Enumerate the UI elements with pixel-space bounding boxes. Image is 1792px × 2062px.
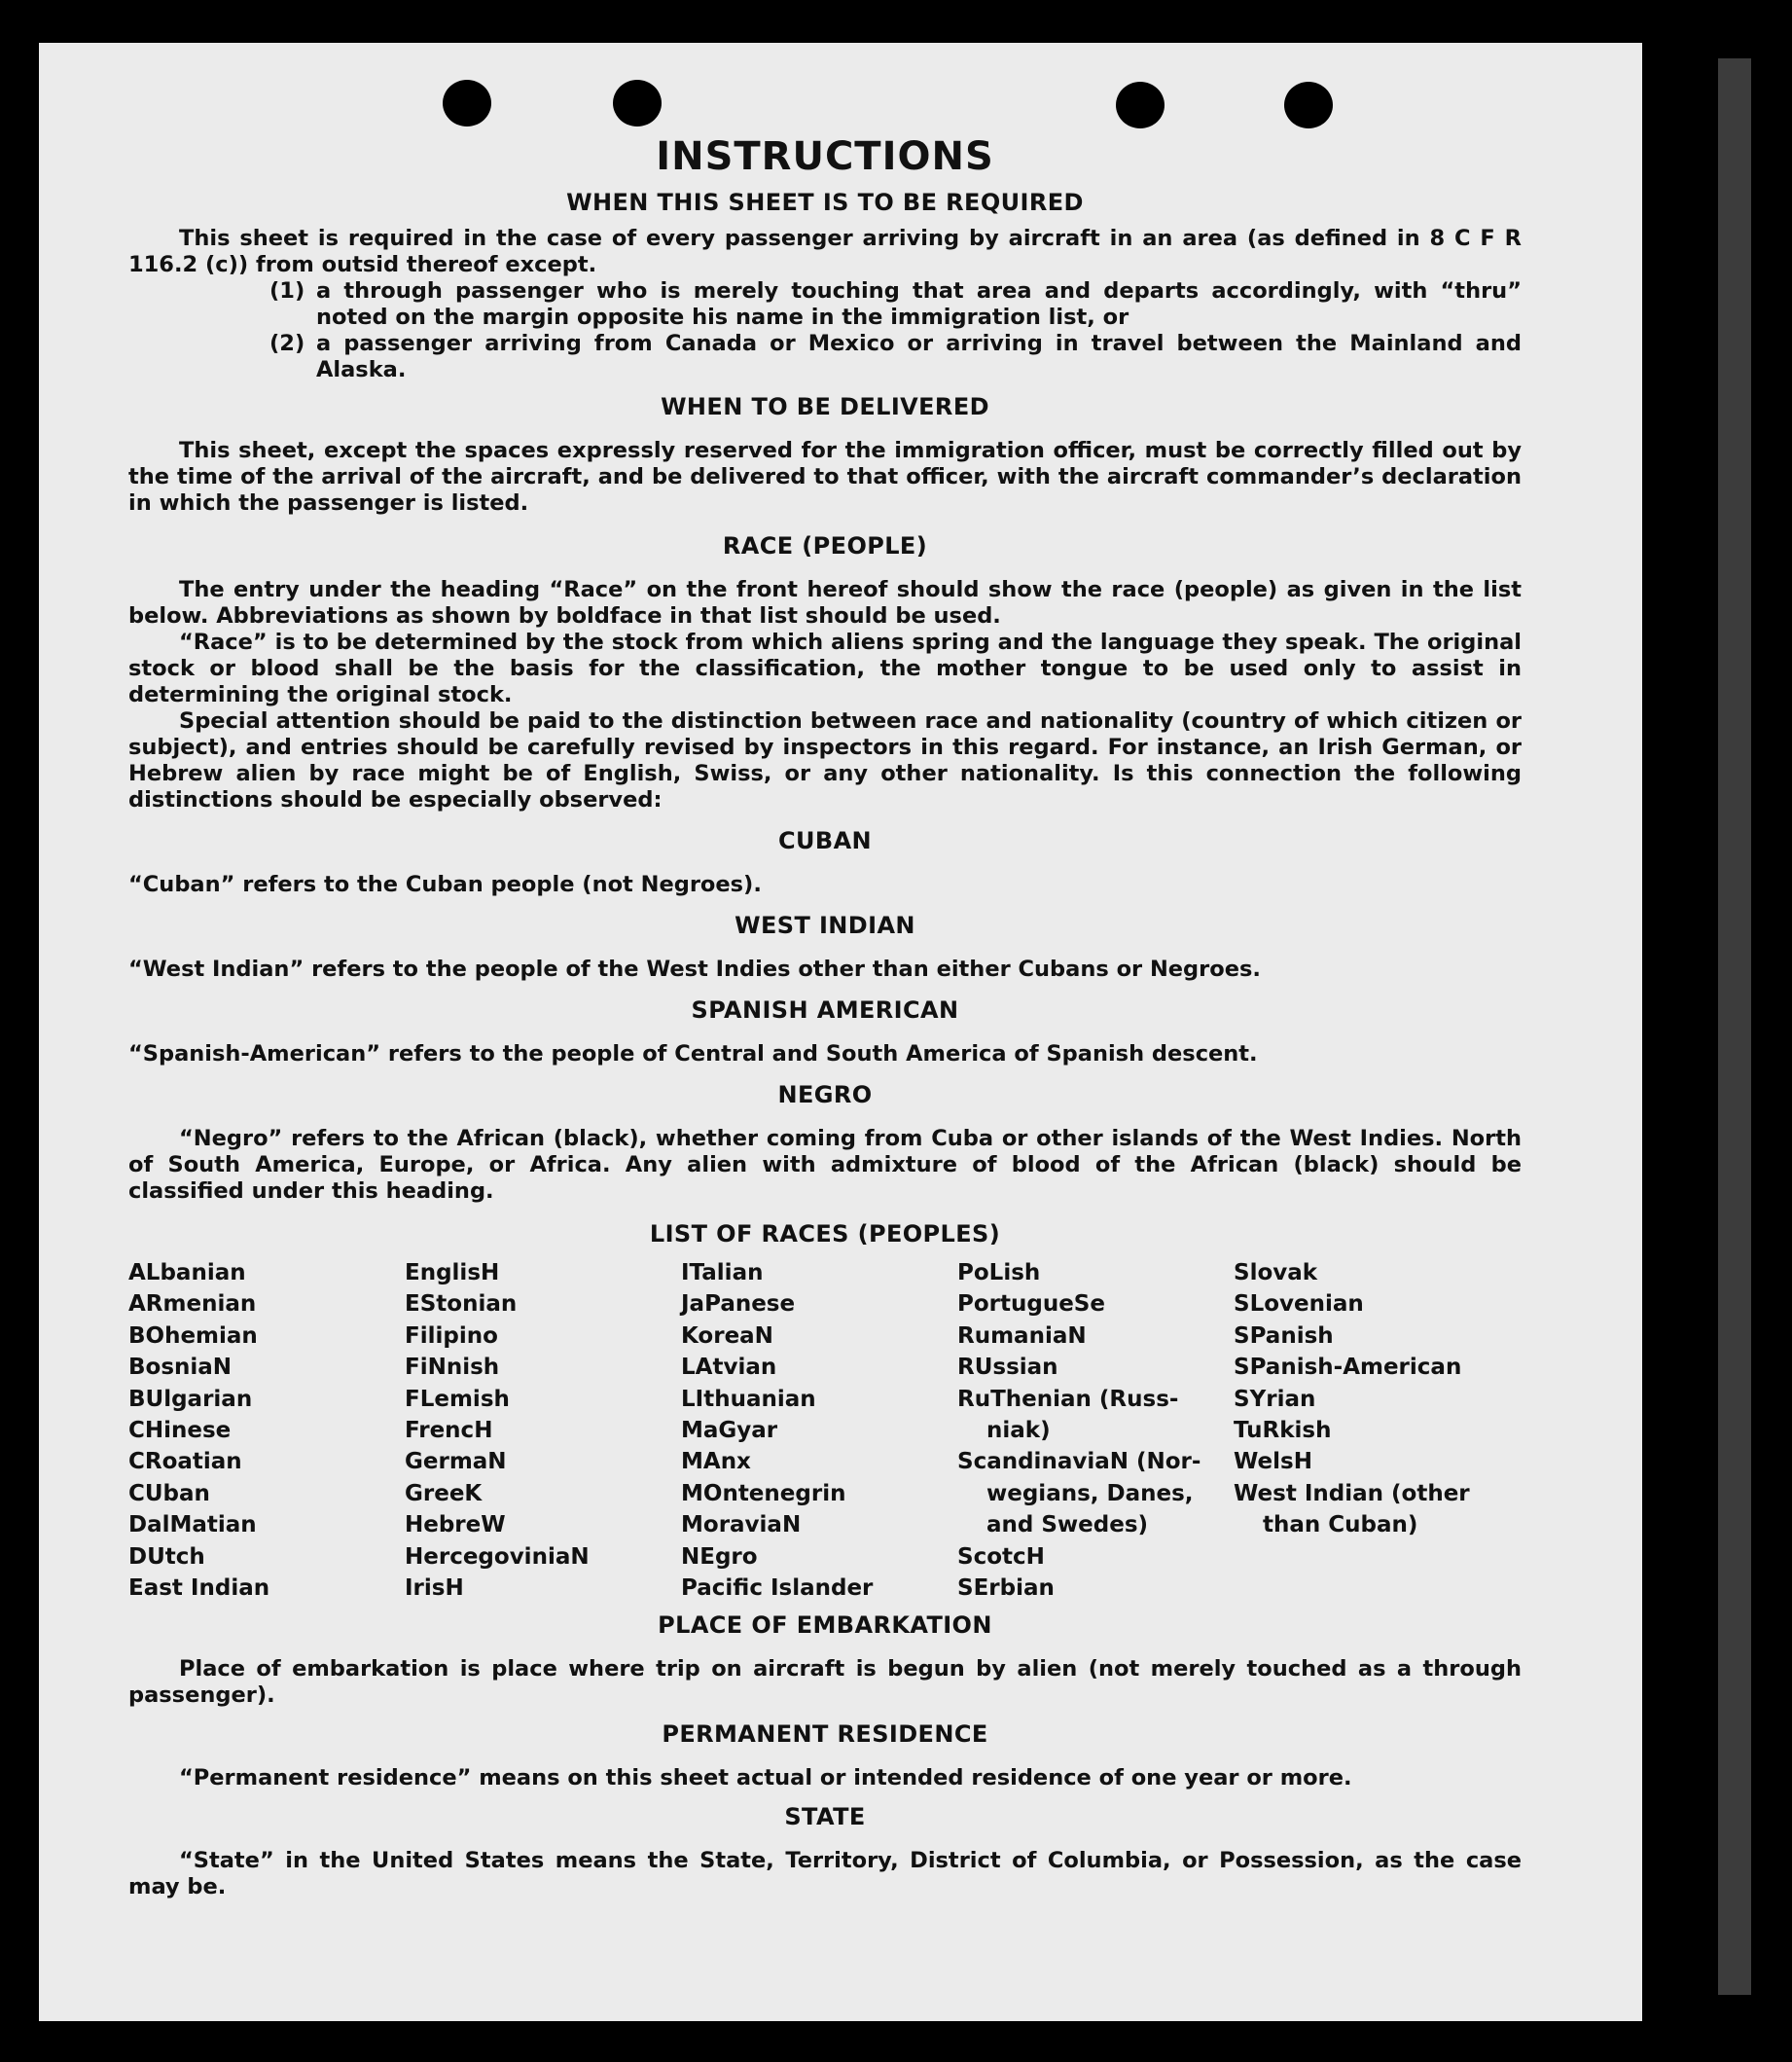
race-entry: WelsH: [1234, 1449, 1312, 1475]
race-entry: DalMatian: [128, 1512, 257, 1538]
race-entry: East Indian: [128, 1575, 270, 1602]
race-entry: and Swedes): [986, 1512, 1149, 1538]
exception-list: [128, 278, 1522, 383]
races-column: [1234, 1257, 1510, 1604]
item-text: a through passenger who is merely touching that area and departs accordingly, with “thru” noted on the margin opposite his name in the immigration list, or: [316, 278, 1522, 330]
section-heading: WHEN THIS SHEET IS TO BE REQUIRED: [566, 189, 1084, 216]
paragraph: “Permanent residence” means on this sheet actual or intended residence of one year or more.: [179, 1765, 1352, 1791]
race-entry: HercegoviniaN: [405, 1543, 590, 1570]
section-heading: STATE: [784, 1803, 866, 1831]
race-entry: BosniaN: [128, 1355, 233, 1381]
race-entry: TuRkish: [1234, 1418, 1332, 1444]
race-entry: BOhemian: [128, 1322, 258, 1349]
race-entry: MAnx: [681, 1449, 751, 1475]
section-heading: PERMANENT RESIDENCE: [662, 1720, 988, 1749]
race-entry: SLovenian: [1234, 1291, 1364, 1318]
paragraph: “Negro” refers to the African (black), whether coming from Cuba or other islands of the West Indies. North of South America, Europe, or Africa. Any alien with admixture of blood of the African (black) should be classified under this heading.: [128, 1126, 1522, 1204]
race-entry: ARmenian: [128, 1291, 257, 1318]
section-heading: NEGRO: [777, 1081, 873, 1108]
race-entry: West Indian (other: [1234, 1480, 1470, 1506]
section-heading: CUBAN: [777, 827, 873, 854]
race-entry: RumaniaN: [957, 1322, 1087, 1349]
race-entry: ALbanian: [128, 1260, 246, 1285]
race-entry: EStonian: [405, 1291, 518, 1318]
race-entry: CHinese: [128, 1418, 232, 1444]
races-column: [128, 1257, 405, 1604]
race-entry: ScandinaviaN (Nor-: [957, 1449, 1201, 1475]
item-number: (1): [269, 278, 305, 304]
race-entry: KoreaN: [681, 1322, 773, 1349]
races-column: [405, 1257, 681, 1604]
race-entry: JaPanese: [681, 1291, 796, 1318]
race-entry: niak): [986, 1418, 1051, 1444]
race-entry: LIthuanian: [681, 1386, 816, 1412]
race-entry: RUssian: [957, 1355, 1058, 1381]
race-entry: IrisH: [405, 1575, 464, 1602]
race-entry: than Cuban): [1263, 1512, 1418, 1538]
item-number: (2): [269, 331, 305, 356]
race-entry: SYrian: [1234, 1386, 1316, 1412]
paragraph: “Race” is to be determined by the stock from which aliens spring and the language they speak. The original stock or blood shall be the basis for the classification, the mother tongue to be used only to assist in determining the original stock.: [128, 630, 1522, 707]
race-entry: CRoatian: [128, 1449, 242, 1475]
race-entry: MoraviaN: [681, 1512, 802, 1538]
race-entry: FiNnish: [405, 1355, 500, 1381]
race-entry: Filipino: [405, 1322, 498, 1349]
list-item: [269, 278, 1522, 331]
race-entry: LAtvian: [681, 1355, 777, 1381]
paragraph: Place of embarkation is place where trip on aircraft is begun by alien (not merely touched as a through passenger).: [128, 1656, 1522, 1709]
race-entry: SPanish: [1234, 1322, 1334, 1349]
race-entry: HebreW: [405, 1512, 506, 1538]
race-entry: CUban: [128, 1480, 210, 1506]
document-content: [128, 97, 1522, 1900]
race-entry: wegians, Danes,: [986, 1480, 1194, 1506]
races-heading: LIST OF RACES (PEOPLES): [649, 1220, 1001, 1248]
race-entry: SErbian: [957, 1575, 1055, 1602]
race-entry: MaGyar: [681, 1418, 778, 1444]
race-entry: NEgro: [681, 1543, 758, 1570]
race-entry: FrencH: [405, 1418, 493, 1444]
section-heading: PLACE OF EMBARKATION: [658, 1611, 992, 1640]
race-entry: EnglisH: [405, 1260, 500, 1285]
paragraph: This sheet, except the spaces expressly reserved for the immigration officer, must be correctly filled out by the time of the arrival of the aircraft, and be delivered to that officer, with the aircraft commander’s declaration in which the passenger is listed.: [128, 438, 1522, 516]
section-heading: RACE (PEOPLE): [722, 532, 928, 560]
paragraph: “Cuban” refers to the Cuban people (not Negroes).: [128, 872, 762, 897]
race-entry: ScotcH: [957, 1543, 1045, 1570]
race-entry: SPanish-American: [1234, 1355, 1462, 1381]
race-entry: FLemish: [405, 1386, 510, 1412]
paragraph: “West Indian” refers to the people of the West Indies other than either Cubans or Negroes.: [128, 957, 1261, 982]
section-heading: SPANISH AMERICAN: [691, 996, 959, 1024]
item-text: a passenger arriving from Canada or Mexico or arriving in travel between the Mainland and Alaska.: [316, 331, 1522, 382]
paragraph: “State” in the United States means the State, Territory, District of Columbia, or Possession, as the case may be.: [128, 1848, 1522, 1900]
paragraph: “Spanish-American” refers to the people of Central and South America of Spanish descent.: [128, 1041, 1258, 1067]
race-entry: Pacific Islander: [681, 1575, 874, 1602]
paragraph: This sheet is required in the case of every passenger arriving by aircraft in an area (as defined in 8 C F R 116.2 (c)) from outsid thereof except.: [128, 226, 1522, 277]
race-entry: PoLish: [957, 1260, 1041, 1285]
race-entry: Slovak: [1234, 1260, 1318, 1285]
race-entry: DUtch: [128, 1543, 205, 1570]
paragraph: Special attention should be paid to the distinction between race and nationality (country of which citizen or subject), and entries should be carefully revised by inspectors in this regard. For instance, an Irish German, or Hebrew alien by race might be of English, Swiss, or any other nationality. Is this connection the following distinctions should be especially observed:: [128, 708, 1522, 813]
race-entry: GreeK: [405, 1480, 483, 1506]
race-entry: MOntenegrin: [681, 1480, 846, 1506]
races-column: [957, 1257, 1234, 1604]
scan-edge: [1718, 58, 1751, 1995]
race-entry: RuThenian (Russ-: [957, 1386, 1179, 1412]
page-title: INSTRUCTIONS: [656, 134, 994, 179]
race-entry: GermaN: [405, 1449, 507, 1475]
races-column: [681, 1257, 957, 1604]
section-heading: WHEN TO BE DELIVERED: [661, 393, 989, 420]
race-entry: ITalian: [681, 1260, 764, 1285]
race-entry: BUlgarian: [128, 1386, 253, 1412]
race-entry: PortugueSe: [957, 1291, 1105, 1318]
section-heading: WEST INDIAN: [735, 912, 915, 939]
paragraph: The entry under the heading “Race” on the front hereof should show the race (people) as given in the list below. Abbreviations as shown by boldface in that list should be used.: [128, 577, 1522, 629]
races-list: [128, 1257, 1522, 1604]
list-item: [269, 331, 1522, 383]
